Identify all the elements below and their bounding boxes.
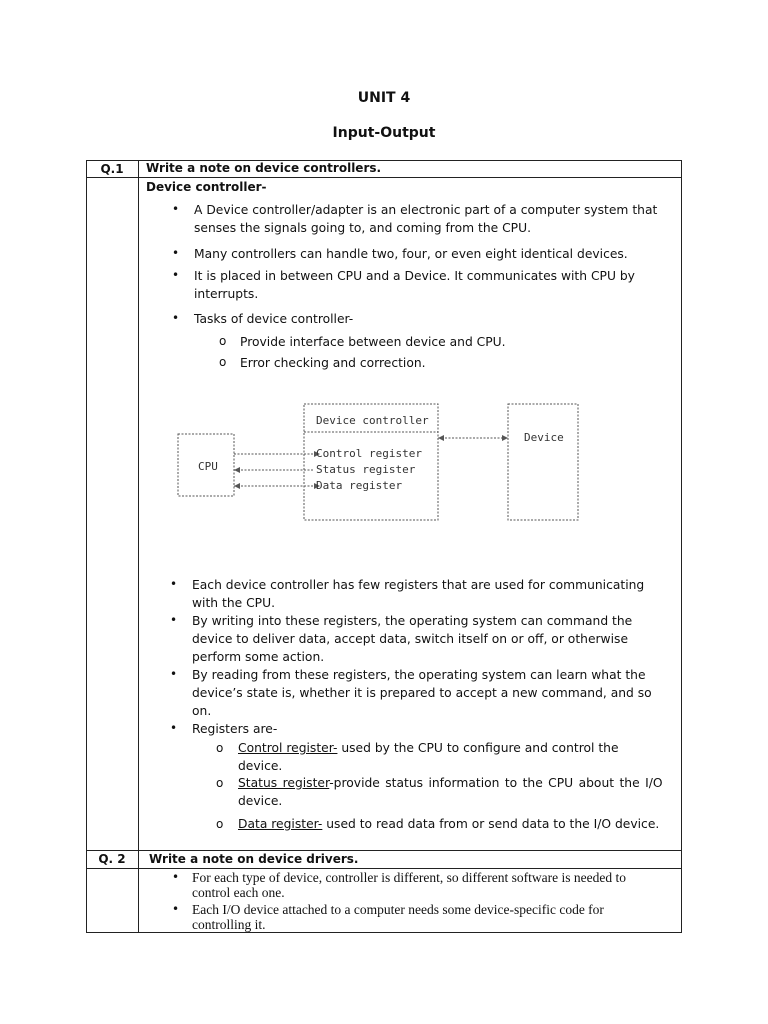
sub-bullet-icon: o bbox=[219, 334, 227, 348]
list-item: Tasks of device controller- bbox=[194, 312, 354, 326]
bullet-icon: • bbox=[172, 246, 180, 260]
list-item: Each device controller has few registers that are used for communicating with the CPU. bbox=[192, 578, 645, 610]
bullet-icon: • bbox=[172, 311, 180, 325]
list-item: By reading from these registers, the operating system can learn what the device’s state is, whether it is prepared to accept a new command, and so on. bbox=[192, 668, 652, 718]
list-item: It is placed in between CPU and a Device. It communicates with CPU by interrupts. bbox=[194, 269, 635, 301]
list-item: For each type of device, controller is different, so different software is needed to control each one. bbox=[192, 870, 626, 900]
list-item: Error checking and correction. bbox=[240, 356, 426, 370]
sub-bullet-icon: o bbox=[216, 741, 224, 755]
list-item: Provide interface between device and CPU. bbox=[240, 335, 506, 349]
bullet-icon: • bbox=[170, 613, 178, 627]
bullet-icon: • bbox=[170, 577, 178, 591]
register-label: Control register bbox=[316, 447, 422, 460]
list-item: By writing into these registers, the operating system can command the device to deliver data, accept data, switch itself on or off, or otherwise perform some action. bbox=[192, 614, 633, 664]
controller-label: Device controller bbox=[316, 414, 429, 427]
unit-title: UNIT 4 bbox=[357, 90, 411, 106]
device-controller-diagram bbox=[170, 396, 600, 528]
register-label: Status register bbox=[316, 463, 416, 476]
device-box bbox=[508, 404, 578, 520]
sub-bullet-icon: o bbox=[216, 817, 224, 831]
list-item: A Device controller/adapter is an electronic part of a computer system that senses the signals going to, and coming from the CPU. bbox=[194, 203, 658, 235]
subject-title: Input-Output bbox=[332, 125, 436, 141]
section-heading: Device controller- bbox=[146, 180, 267, 194]
bullet-icon: • bbox=[172, 268, 180, 282]
sub-bullet-icon: o bbox=[219, 355, 227, 369]
cpu-label: CPU bbox=[198, 460, 218, 473]
register-label: Data register bbox=[316, 479, 403, 492]
list-item: Registers are- bbox=[192, 722, 278, 736]
question-title: Write a note on device controllers. bbox=[146, 161, 382, 175]
list-item: Control register- used by the CPU to configure and control the device. bbox=[238, 741, 619, 773]
list-item: Data register- used to read data from or send data to the I/O device. bbox=[238, 817, 660, 831]
device-label: Device bbox=[524, 431, 564, 444]
bullet-icon: • bbox=[172, 202, 180, 216]
question-number: Q.1 bbox=[100, 162, 124, 176]
bullet-icon: • bbox=[172, 902, 180, 916]
bullet-icon: • bbox=[170, 721, 178, 735]
list-item: Each I/O device attached to a computer needs some device-specific code for controlling it. bbox=[192, 902, 604, 932]
question-number: Q. 2 bbox=[98, 852, 126, 866]
bullet-icon: • bbox=[172, 870, 180, 884]
list-item: Many controllers can handle two, four, or even eight identical devices. bbox=[194, 247, 628, 261]
question-title: Write a note on device drivers. bbox=[149, 852, 359, 866]
list-item: Status register-provide status information to the CPU about the I/O device. bbox=[238, 776, 663, 808]
sub-bullet-icon: o bbox=[216, 776, 224, 790]
bullet-icon: • bbox=[170, 667, 178, 681]
